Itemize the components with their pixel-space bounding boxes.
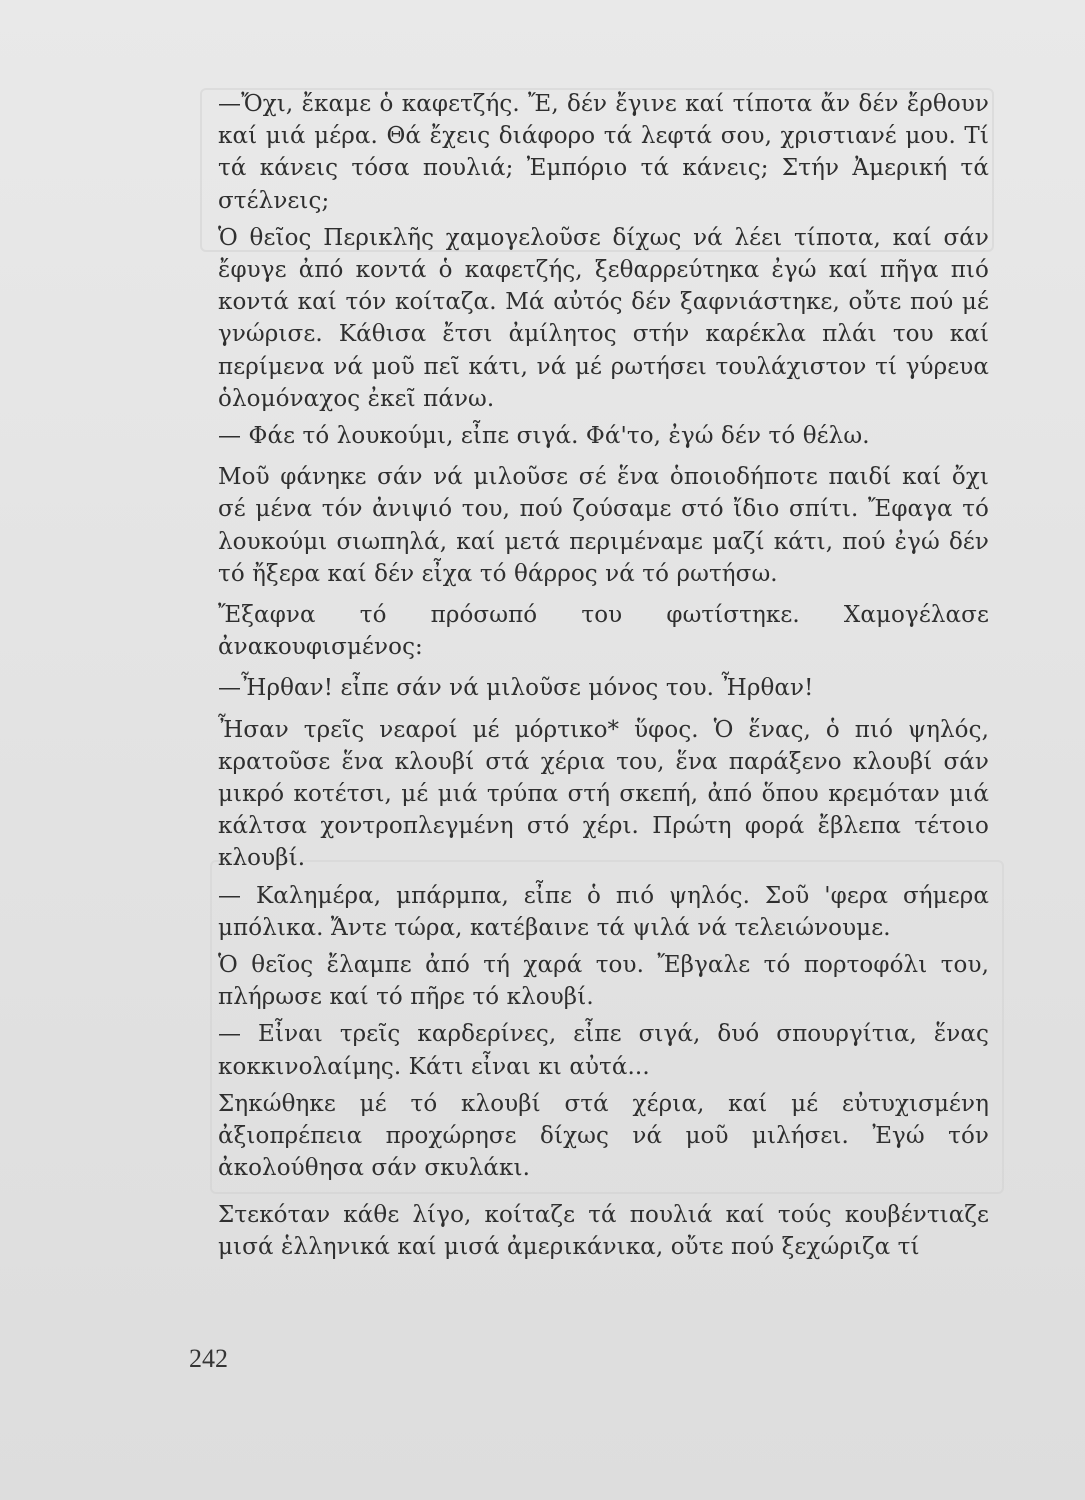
paragraph-1: —Ὄχι, ἔκαμε ὁ καφετζής. Ἔ, δέν ἔγινε καί τίποτα ἄν δέν ἔρθουν καί μιά μέρα. Θά ἔχεις διάφορο τά λεφτά σου, χριστιανέ μου. Τί τά κάνεις τόσα πουλιά; Ἐμπόριο τά κάνεις; Στήν Ἀμερική τά στέλνεις;: [218, 91, 989, 214]
body-text: [218, 88, 989, 1263]
paragraph-5: Ἔξαφνα τό πρόσωπό του φωτίστηκε. Χαμογέλασε ἀνακουφισμένος:: [218, 602, 989, 661]
paragraph-4: Μοῦ φάνηκε σάν νά μιλοῦσε σέ ἕνα ὁποιοδήποτε παιδί καί ὄχι σέ μένα τόν ἀνιψιό του, πού ζούσαμε στό ἴδιο σπίτι. Ἔφαγα τό λουκούμι σιωπηλά, καί μετά περιμέναμε μαζί κάτι, πού ἐγώ δέν τό ἤξερα καί δέν εἶχα τό θάρρος νά τό ρωτήσω.: [218, 464, 989, 587]
paragraph-2: Ὁ θεῖος Περικλῆς χαμογελοῦσε δίχως νά λέει τίποτα, καί σάν ἔφυγε ἀπό κοντά ὁ καφετζής, ξεθαρρεύτηκα ἐγώ καί πῆγα πιό κοντά καί τόν κοίταζα. Μά αὐτός δέν ξαφνιάστηκε, οὔτε πού μέ γνώρισε. Κάθισα ἔτσι ἀμίλητος στήν καρέκλα πλάι του καί περίμενα νά μοῦ πεῖ κάτι, νά μέ ρωτήσει τουλάχιστον τί γύρευα ὁλομόναχος ἐκεῖ πάνω.: [218, 224, 989, 412]
paragraph-9: Ὁ θεῖος ἔλαμπε ἀπό τή χαρά του. Ἔβγαλε τό πορτοφόλι του, πλήρωσε καί τό πῆρε τό κλουβί.: [218, 952, 989, 1011]
paragraph-3: — Φάε τό λουκούμι, εἶπε σιγά. Φά'το, ἐγώ δέν τό θέλω.: [218, 423, 870, 450]
paragraph-12: Στεκόταν κάθε λίγο, κοίταζε τά πουλιά καί τούς κουβέντιαζε μισά ἑλληνικά καί μισά ἀμερικάνικα, οὔτε πού ξεχώριζα τί: [218, 1201, 989, 1260]
paragraph-10: — Εἶναι τρεῖς καρδερίνες, εἶπε σιγά, δυό σπουργίτια, ἕνας κοκκινολαίμης. Κάτι εἶναι κι αὐτά...: [218, 1021, 989, 1080]
paragraph-8: — Καλημέρα, μπάρμπα, εἶπε ὁ πιό ψηλός. Σοῦ 'φερα σήμερα μπόλικα. Ἄντε τώρα, κατέβαινε τά ψιλά νά τελειώνουμε.: [218, 882, 989, 941]
paragraph-7: Ἦσαν τρεῖς νεαροί μέ μόρτικο* ὕφος. Ὁ ἕνας, ὁ πιό ψηλός, κρατοῦσε ἕνα κλουβί στά χέρια του, ἕνα παράξενο κλουβί σάν μικρό κοτέτσι, μέ μιά τρύπα στή σκεπή, ἀπό ὅπου κρεμόταν μιά κάλτσα χοντροπλεγμένη στό χέρι. Πρώτη φορά ἔβλεπα τέτοιο κλουβί.: [218, 716, 989, 872]
page-number: 242: [189, 1344, 228, 1373]
paragraph-6: —Ἦρθαν! εἶπε σάν νά μιλοῦσε μόνος του. Ἦρθαν!: [218, 675, 814, 702]
paragraph-11: Σηκώθηκε μέ τό κλουβί στά χέρια, καί μέ εὐτυχισμένη ἀξιοπρέπεια προχώρησε δίχως νά μοῦ μιλήσει. Ἐγώ τόν ἀκολούθησα σάν σκυλάκι.: [218, 1090, 989, 1182]
